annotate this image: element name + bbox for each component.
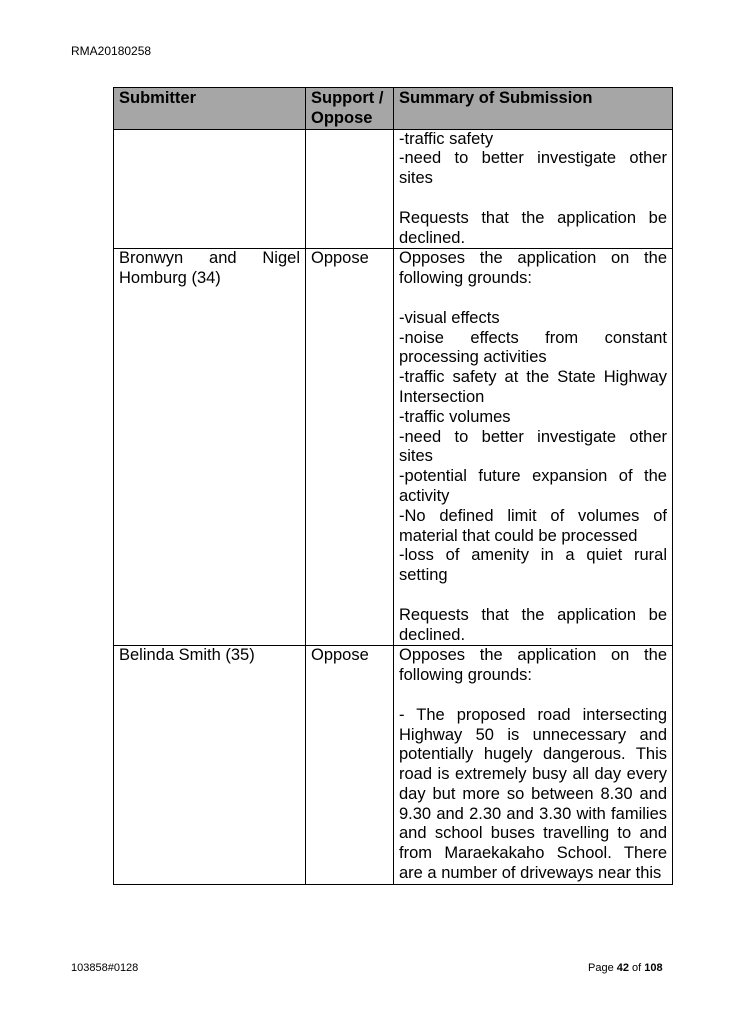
summary-line: Requests that the application be declined. [399, 208, 667, 247]
table-row [114, 129, 673, 249]
summary-line: Opposes the application on the following grounds: [399, 249, 667, 288]
footer-reference: 103858#0128 [71, 962, 139, 974]
document-id: RMA20180258 [71, 44, 152, 58]
summary-cell [394, 129, 673, 249]
summary-cell [394, 646, 673, 885]
summary-line: -loss of amenity in a quiet rural setting [399, 546, 667, 585]
page-current: 42 [616, 962, 629, 974]
submissions-table [113, 87, 673, 885]
summary-line: -need to better investigate other sites [399, 149, 667, 188]
table-header-row [114, 88, 673, 130]
table-row [114, 646, 673, 885]
submitter-cell [114, 129, 306, 249]
summary-cell [394, 249, 673, 646]
page-prefix: Page [588, 962, 617, 974]
summary-line: Requests that the application be declined. [399, 605, 667, 644]
summary-line: -traffic safety [399, 129, 494, 148]
page-of: of [629, 962, 645, 974]
submitter-cell: Bronwyn and Nigel Homburg (34) [114, 249, 306, 646]
column-header-summary: Summary of Submission [394, 88, 673, 130]
summary-line: -No defined limit of volumes of material that could be processed [399, 506, 667, 545]
page-total: 108 [644, 962, 663, 974]
position-cell: Oppose [306, 249, 394, 646]
column-header-submitter: Submitter [114, 88, 306, 130]
summary-line: -need to better investigate other sites [399, 427, 667, 466]
submitter-cell: Belinda Smith (35) [114, 646, 306, 885]
summary-line: -potential future expansion of the activity [399, 467, 667, 505]
summary-line: -traffic safety at the State Highway Intersection [399, 368, 667, 406]
column-header-support-oppose: Support / Oppose [306, 88, 394, 130]
summary-line: -visual effects [399, 308, 500, 327]
table-row [114, 249, 673, 646]
summary-line: -traffic volumes [399, 407, 511, 426]
position-cell: Oppose [306, 646, 394, 885]
position-cell [306, 129, 394, 249]
summary-line: - The proposed road intersecting Highway 50 is unnecessary and potentially hugely dangerous. This road is extremely busy all day every day but more so between 8.30 and 9.30 and 2.30 and 3.30 with families and school buses travelling to and from Maraekakaho School. There are a number of driveways near this [399, 705, 667, 883]
summary-line: Opposes the application on the following grounds: [399, 646, 667, 685]
page-number [588, 962, 663, 974]
summary-line: -noise effects from constant processing activities [399, 328, 667, 367]
